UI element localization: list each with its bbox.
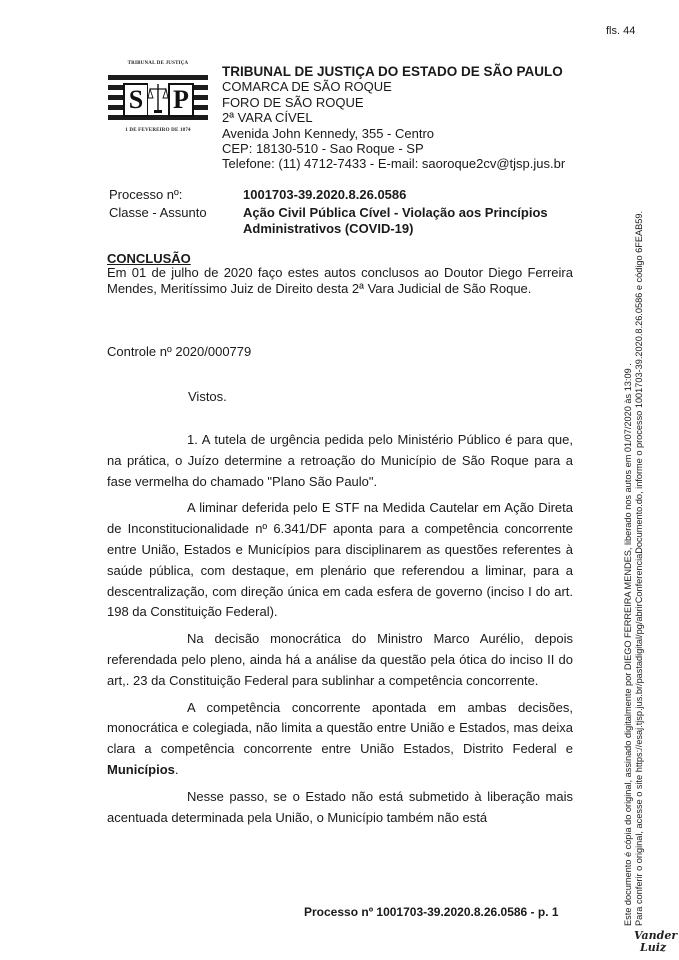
seal-letter-s: S [123, 83, 149, 117]
signature-line-1: Este documento é cópia do original, assinado digitalmente por DIEGO FERREIRA MENDES, liberado nos autos em 01/07/2020 às 13:09 . [623, 363, 633, 926]
paragraph-2: A liminar deferida pelo E STF na Medida Cautelar em Ação Direta de Inconstitucionalidade nº 6.341/DF aponta para a competência concorrente entre União, Estados e Municípios para disciplinarem as questões referentes à saúde pública, com destaque, em plenário que referendou a liminar, para a descentralização, com direção única em cada esfera de governo (inciso I do art. 198 da Constituição Federal). [107, 500, 573, 620]
comarca: COMARCA DE SÃO ROQUE [222, 79, 392, 95]
class-value [243, 205, 548, 237]
vistos: Vistos. [188, 389, 227, 404]
class-value-line1: Ação Civil Pública Cível - Violação aos Princípios [243, 205, 548, 220]
paragraph-4-bold: Municípios [107, 761, 175, 777]
paragraph-3: Na decisão monocrática do Ministro Marco Aurélio, depois referendada pelo pleno, ainda há a análise da questão pela ótica do inciso II do art,. 23 da Constituição Federal para sublinhar a competência concorrente. [107, 631, 573, 688]
paragraph-5: Nesse passo, se o Estado não está submetido à liberação mais acentuada determinada pela União, o Município também não está [107, 788, 573, 825]
decision-body [107, 430, 573, 834]
seal-bottom-text: 1 DE FEVEREIRO DE 1874 [125, 128, 191, 133]
court-seal [108, 60, 208, 140]
watermark-line-2: Luiz [640, 941, 667, 954]
page-number: fls. 44 [606, 25, 636, 37]
seal-stripes [108, 71, 208, 125]
address: Avenida John Kennedy, 355 - Centro [222, 125, 434, 141]
contact: Telefone: (11) 4712-7433 - E-mail: saoroque2cv@tjsp.jus.br [222, 156, 566, 172]
court-header [222, 64, 565, 172]
page-footer: Processo nº 1001703-39.2020.8.26.0586 - p. 1 [304, 905, 559, 919]
cep: CEP: 18130-510 - Sao Roque - SP [222, 141, 424, 157]
paragraph-4 [107, 698, 573, 781]
class-label: Classe - Assunto [109, 205, 207, 220]
paragraph-4-text: A competência concorrente apontada em ambas decisões, monocrática e colegiada, não limita a questão entre União e Estados, mas deixa clara a competência concorrente entre União Estados, Distrito Federal e [107, 699, 573, 757]
seal-letter-p: P [168, 83, 194, 117]
foro: FORO DE SÃO ROQUE [222, 94, 364, 110]
paragraph-4-end: . [174, 761, 179, 777]
digital-signature-notice [623, 156, 646, 926]
class-value-line2: Administrativos (COVID-19) [243, 221, 414, 236]
signature-line-2: Para conferir o original, acesse o site https://esaj.tjsp.jus.br/pastadigital/pg/abrirConferenciaDocumento.do, informe o processo 1001703-39.2020.8.26.0586 e código 6FEAB59. [634, 210, 645, 926]
process-number: 1001703-39.2020.8.26.0586 [243, 187, 407, 202]
seal-top-text: TRIBUNAL DE JUSTIÇA [127, 61, 189, 66]
conclusion-text: Em 01 de julho de 2020 faço estes autos conclusos ao Doutor Diego Ferreira Mendes, Meritíssimo Juiz de Direito desta 2ª Vara Judicial de São Roque. [107, 265, 573, 297]
court-name: TRIBUNAL DE JUSTIÇA DO ESTADO DE SÃO PAULO [222, 64, 563, 79]
scales-of-justice-icon [148, 81, 168, 115]
watermark-line-1: Vander [634, 929, 678, 942]
process-number-label: Processo nº: [109, 187, 183, 202]
watermark-signature [634, 930, 677, 954]
vara: 2ª VARA CÍVEL [222, 110, 313, 126]
conclusion-title: CONCLUSÃO [107, 251, 191, 266]
control-number: Controle nº 2020/000779 [107, 344, 252, 359]
paragraph-1: 1. A tutela de urgência pedida pelo Ministério Público é para que, na prática, o Juízo determine a retroação do Município de São Roque para a fase vermelha do chamado "Plano São Paulo". [107, 432, 573, 489]
